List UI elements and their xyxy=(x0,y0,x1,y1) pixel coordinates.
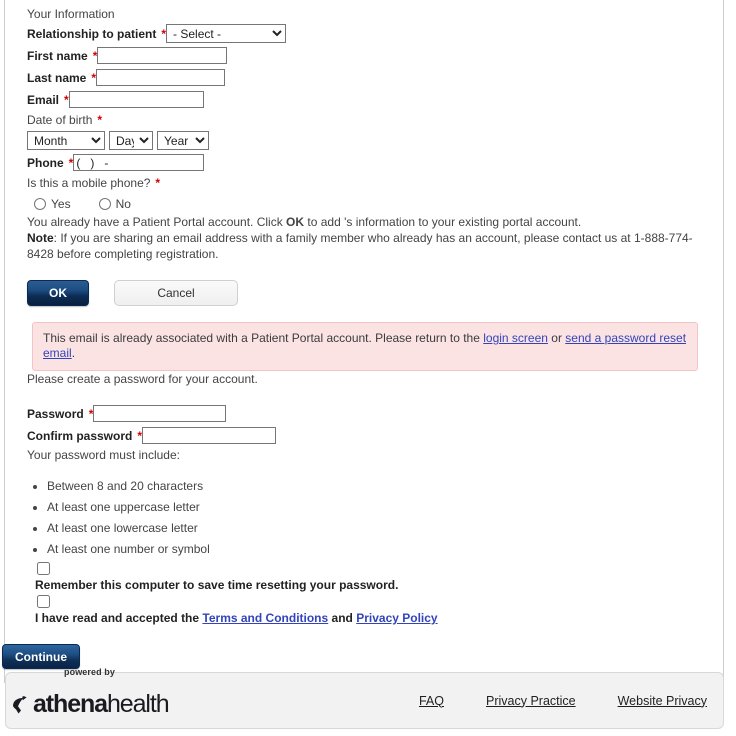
alert-text-3: . xyxy=(71,346,76,360)
dob-year-select[interactable] xyxy=(157,131,209,150)
alert-text-1: This email is already associated with a Patient Portal account. Please return to the xyxy=(43,331,484,345)
mobile-radio-yes[interactable] xyxy=(34,197,71,211)
alert-text-2: or xyxy=(547,331,566,345)
field-row-last-name xyxy=(27,67,703,88)
field-row-phone xyxy=(27,152,703,173)
required-asterisk-last-name: * xyxy=(91,70,97,85)
remember-computer-label: Remember this computer to save time resetting your password. xyxy=(35,578,399,592)
password-label: Password xyxy=(27,406,84,421)
mobile-radio-no[interactable] xyxy=(99,197,131,211)
dob-month-select[interactable] xyxy=(27,131,105,150)
field-row-mobile-question xyxy=(27,174,703,192)
field-row-relationship xyxy=(27,23,703,44)
relationship-label: Relationship to patient xyxy=(27,26,157,41)
field-row-confirm-password xyxy=(27,425,703,446)
password-rule-item: • Between 8 and 20 characters xyxy=(47,476,703,497)
password-rules-title: Your password must include: xyxy=(27,448,180,462)
remember-computer-checkbox[interactable] xyxy=(37,562,50,575)
field-row-password xyxy=(27,403,703,424)
dob-selects xyxy=(27,130,703,151)
login-screen-link[interactable]: login screen xyxy=(483,331,548,345)
note-message xyxy=(27,230,703,262)
confirm-password-input[interactable] xyxy=(142,427,276,444)
required-asterisk-first-name: * xyxy=(92,48,98,63)
required-asterisk-mobile: * xyxy=(155,176,161,190)
email-already-registered-alert xyxy=(32,322,698,371)
required-asterisk-relationship: * xyxy=(161,26,167,41)
privacy-policy-link[interactable]: Privacy Policy xyxy=(356,611,438,625)
cancel-button[interactable]: Cancel xyxy=(114,280,238,306)
password-fields xyxy=(27,403,703,446)
continue-button[interactable]: Continue xyxy=(2,644,80,669)
required-asterisk-confirm-password: * xyxy=(137,428,143,443)
powered-by-label: powered by xyxy=(64,666,116,677)
field-row-first-name xyxy=(27,45,703,66)
athenahealth-logo xyxy=(9,692,309,718)
mobile-radio-yes-input[interactable] xyxy=(34,198,46,210)
terms-and-conditions-link[interactable]: Terms and Conditions xyxy=(202,611,329,625)
dob-label: Date of birth xyxy=(27,113,93,127)
existing-account-text-2: to add 's information to your existing portal account. xyxy=(304,215,582,229)
password-rules-list xyxy=(27,476,703,560)
field-row-dob-label xyxy=(27,111,703,129)
existing-account-ok-emphasis: OK xyxy=(286,215,305,229)
dob-day-select[interactable] xyxy=(109,131,153,150)
footer-link-website-privacy[interactable]: Website Privacy xyxy=(617,693,707,708)
brand-light-text: health xyxy=(106,690,169,718)
mobile-radio-yes-label: Yes xyxy=(51,197,71,211)
terms-middle: and xyxy=(328,611,357,625)
required-asterisk-dob: * xyxy=(97,113,103,127)
footer-links xyxy=(377,694,723,708)
mobile-radio-no-label: No xyxy=(115,197,131,211)
first-name-label: First name xyxy=(27,48,88,63)
note-colon: : xyxy=(53,231,61,245)
password-rule-item: • At least one number or symbol xyxy=(47,539,703,560)
page-frame xyxy=(4,0,724,683)
confirm-password-label: Confirm password xyxy=(27,428,133,443)
required-asterisk-phone: * xyxy=(68,155,74,170)
existing-account-message xyxy=(27,214,703,230)
athena-leaf-icon xyxy=(9,692,35,718)
phone-input[interactable] xyxy=(73,154,204,171)
terms-acceptance-label xyxy=(35,610,703,626)
remember-computer-block xyxy=(27,562,703,593)
ok-cancel-button-row xyxy=(27,280,703,306)
relationship-select[interactable] xyxy=(166,24,286,43)
first-name-input[interactable] xyxy=(97,47,227,64)
mobile-radio-no-input[interactable] xyxy=(99,198,111,210)
password-rule-item: • At least one uppercase letter xyxy=(47,497,703,518)
password-reset-email-link[interactable]: send a password reset email xyxy=(43,331,687,360)
footer-link-faq[interactable]: FAQ xyxy=(418,693,444,708)
section-title-your-information: Your Information xyxy=(27,7,115,21)
note-body: If you are sharing an email address with a family member who already has an account, please contact us at 1-888-774-8428 before completing registration. xyxy=(27,231,693,261)
email-input[interactable] xyxy=(69,91,204,108)
athenahealth-branding xyxy=(9,666,309,718)
terms-prefix: I have read and accepted the xyxy=(35,611,203,625)
terms-acceptance-checkbox[interactable] xyxy=(37,595,50,608)
required-asterisk-password: * xyxy=(88,406,94,421)
terms-acceptance-block xyxy=(27,595,703,626)
note-prefix: Note xyxy=(27,231,54,245)
brand-bold-text: athena xyxy=(33,690,107,718)
password-rule-item: • At least one lowercase letter xyxy=(47,518,703,539)
phone-label: Phone xyxy=(27,155,64,170)
last-name-label: Last name xyxy=(27,70,87,85)
required-asterisk-email: * xyxy=(64,92,69,107)
athenahealth-wordmark xyxy=(33,692,169,717)
registration-form xyxy=(27,7,703,626)
page-footer xyxy=(5,666,724,729)
last-name-input[interactable] xyxy=(96,69,225,86)
existing-account-text-1: You already have a Patient Portal account. Click xyxy=(27,215,287,229)
ok-button[interactable]: OK xyxy=(27,280,89,306)
mobile-question-label: Is this a mobile phone? xyxy=(27,176,151,190)
field-row-email xyxy=(27,89,703,110)
mobile-radio-group xyxy=(27,194,703,214)
password-intro-text: Please create a password for your account. xyxy=(27,372,258,386)
email-label: Email xyxy=(27,92,60,107)
password-input[interactable] xyxy=(93,405,226,422)
footer-link-privacy-practice[interactable]: Privacy Practice xyxy=(486,693,576,708)
